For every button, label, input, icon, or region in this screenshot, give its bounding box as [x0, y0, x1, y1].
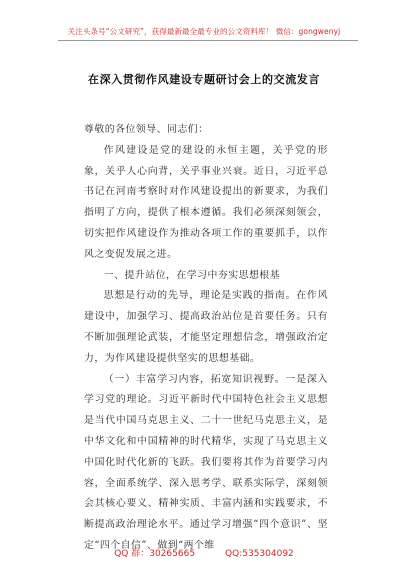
paragraph-subsection-1: （一）丰富学习内容，拓宽知识视野。一是深入学习党的理论。习近平新时代中国特色社会主义思想是当代中国马克思主义、二十一世纪马克思主义，是中华文化和中国精神的时代精华，实现了马克思主义中国化时代化新的飞跃。我们要将其作为首要学习内容，全面系统学、深入思考学、联系实际学，深刻领会其核心要义、精神实质、丰富内涵和实践要求，不断提高政治理论水平。通过学习增强“四个意识”、坚定“四个自信”、做到“两个维 [84, 373, 328, 551]
header-divider [58, 40, 358, 41]
paragraph-intro: 作风建设是党的建设的永恒主题，关乎党的形象，关乎人心向背，关乎事业兴衰。近日，习近平总书记在河南考察时对作风建设提出的新要求，为我们指明了方向，提供了根本遵循。我们必须深刻领会，切实把作风建设作为推动各项工作的重要抓手，以作风之变促发展之进。 [84, 144, 328, 260]
section-heading-1: 一、提升站位，在学习中夯实思想根基 [103, 269, 281, 281]
header-banner: 关注头条号“公文研究”，获得最新最全最专业的公文资料库！ 微信：gongwenyj [67, 27, 341, 36]
paragraph-section-1: 思想是行动的先导，理论是实践的指南。在作风建设中，加强学习、提高政治站位是首要任务。只有不断加强理论武装，才能坚定理想信念，增强政治定力，为作风建设提供坚实的思想基础。 [84, 290, 328, 364]
document-title: 在深入贯彻作风建设专题研讨会上的交流发言 [88, 73, 320, 86]
footer-contact [0, 546, 408, 559]
footer-qq: QQ:535304092 [225, 549, 294, 559]
salutation: 尊敬的各位领导、同志们： [84, 124, 209, 135]
document-body [84, 120, 328, 557]
footer-qq-group: QQ 群：30265665 [114, 549, 196, 559]
